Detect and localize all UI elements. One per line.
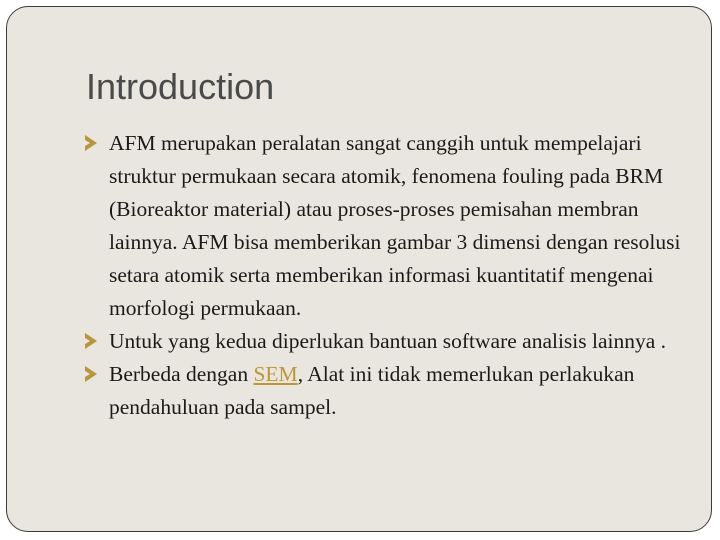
bullet-text: AFM merupakan peralatan sangat canggih untuk mempelajari struktur permukaan secara atomik, fenomena fouling pada BRM (Bioreaktor material) atau proses-proses pemisahan membran lainnya. AFM bisa memberikan gambar 3 dimensi dengan resolusi setara atomik serta memberikan informasi kuantitatif mengenai morfologi permukaan. [109,131,681,320]
bullet-item-sem [85,358,685,424]
triangle-bullet-icon [85,333,97,349]
bullet-text-after-link: , Alat ini tidak memerlukan perlakukan pendahuluan pada sampel. [109,362,635,419]
slide-title: Introduction [86,66,275,107]
slide-content [85,127,685,424]
slide-frame [6,6,712,532]
bullet-text: Untuk yang kedua diperlukan bantuan software analisis lainnya . [109,329,667,353]
bullet-item-software [85,325,685,358]
bullet-text-before-link: Berbeda dengan [109,362,254,386]
triangle-bullet-icon [85,135,97,151]
bullet-item-afm [85,127,685,325]
sem-link[interactable]: SEM [253,362,298,386]
triangle-bullet-icon [85,366,97,382]
